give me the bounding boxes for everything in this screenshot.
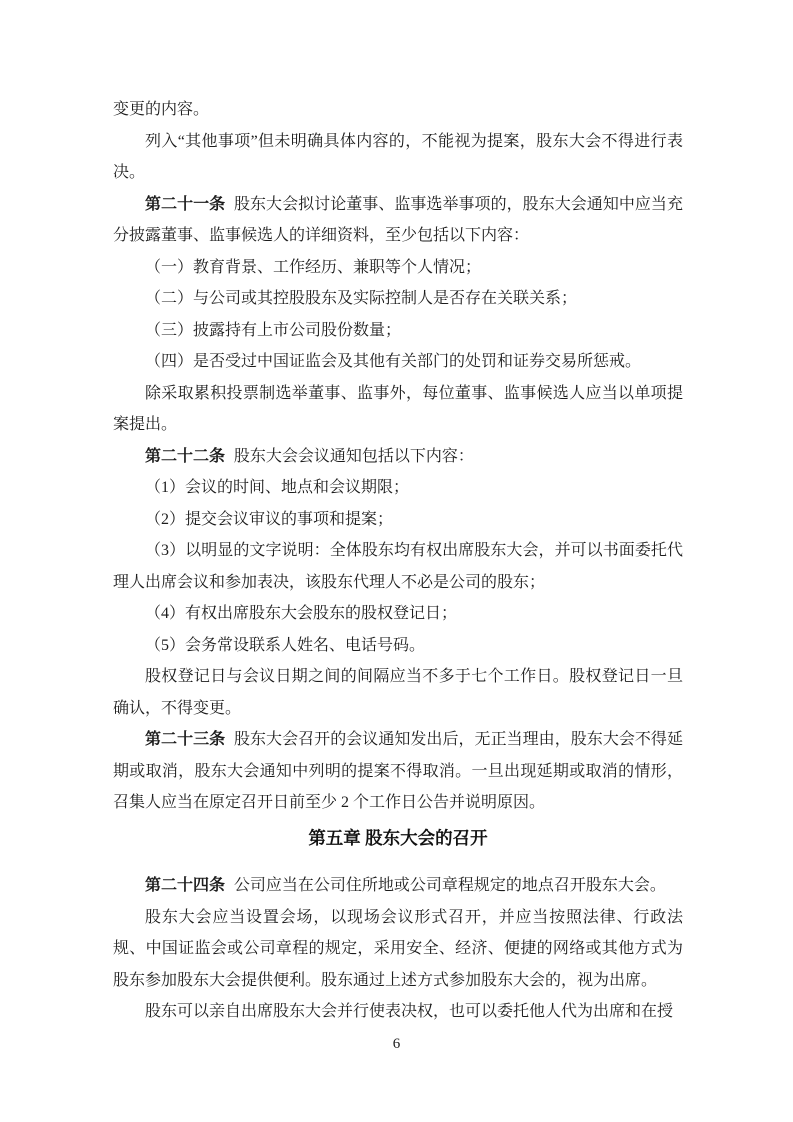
article-text: 股东大会会议通知包括以下内容： xyxy=(233,447,474,465)
body-paragraph: 股东大会应当设置会场，以现场会议形式召开，并应当按照法律、行政法规、中国证监会或公司章程的规定，采用安全、经济、便捷的网络或其他方式为股东参加股东大会提供便利。股东通过上述方式参加股东大会的，视为出席。 xyxy=(113,908,683,989)
body-paragraph: 变更的内容。 xyxy=(113,101,210,118)
article-paragraph xyxy=(113,189,683,252)
document-body xyxy=(113,94,683,1028)
article-paragraph xyxy=(113,724,683,819)
body-paragraph: 除采取累积投票制选举董事、监事外，每位董事、监事候选人应当以单项提案提出。 xyxy=(113,384,683,433)
article-number: 第二十一条 xyxy=(145,195,226,213)
body-paragraph: 股权登记日与会议日期之间的间隔应当不多于七个工作日。股权登记日一旦确认，不得变更。 xyxy=(113,668,683,717)
chapter-heading: 第五章 股东大会的召开 xyxy=(308,827,488,848)
article-paragraph xyxy=(113,441,683,473)
body-paragraph: （2）提交会议审议的事项和提案； xyxy=(145,510,394,528)
article-number: 第二十三条 xyxy=(145,731,226,748)
body-paragraph: （二）与公司或其控股股东及实际控制人是否存在关联关系； xyxy=(145,290,578,307)
body-paragraph: （5）会务常设联系人姓名、电话号码。 xyxy=(145,636,426,654)
body-paragraph: （3）以明显的文字说明：全体股东均有权出席股东大会，并可以书面委托代理人出席会议和参加表决，该股东代理人不必是公司的股东； xyxy=(113,542,683,591)
body-paragraph: （四）是否受过中国证监会及其他有关部门的处罚和证券交易所惩戒。 xyxy=(145,353,642,370)
body-paragraph: （4）有权出席股东大会股东的股权登记日； xyxy=(145,605,458,622)
article-text: 股东大会拟讨论董事、监事选举事项的，股东大会通知中应当充分披露董事、监事候选人的详细资料，至少包括以下内容： xyxy=(113,195,683,244)
article-text: 股东大会召开的会议通知发出后，无正当理由，股东大会不得延期或取消，股东大会通知中列明的提案不得取消。一旦出现延期或取消的情形，召集人应当在原定召开日前至少 2 个工作日公告并说明原因。 xyxy=(113,731,683,811)
body-paragraph: 股东可以亲自出席股东大会并行使表决权，也可以委托他人代为出席和在授 xyxy=(145,1003,674,1020)
page-number: 6 xyxy=(392,1036,401,1052)
body-paragraph: （三）披露持有上市公司股份数量； xyxy=(145,321,402,339)
body-paragraph: 列入“其他事项”但未明确具体内容的，不能视为提案，股东大会不得进行表决。 xyxy=(113,132,683,181)
article-text: 公司应当在公司住所地或公司章程规定的地点召开股东大会。 xyxy=(233,877,666,894)
article-number: 第二十二条 xyxy=(145,447,226,465)
body-paragraph: （一）教育背景、工作经历、兼职等个人情况； xyxy=(145,258,482,276)
body-paragraph: （1）会议的时间、地点和会议期限； xyxy=(145,479,410,496)
article-number: 第二十四条 xyxy=(145,877,226,894)
article-paragraph xyxy=(113,870,683,902)
